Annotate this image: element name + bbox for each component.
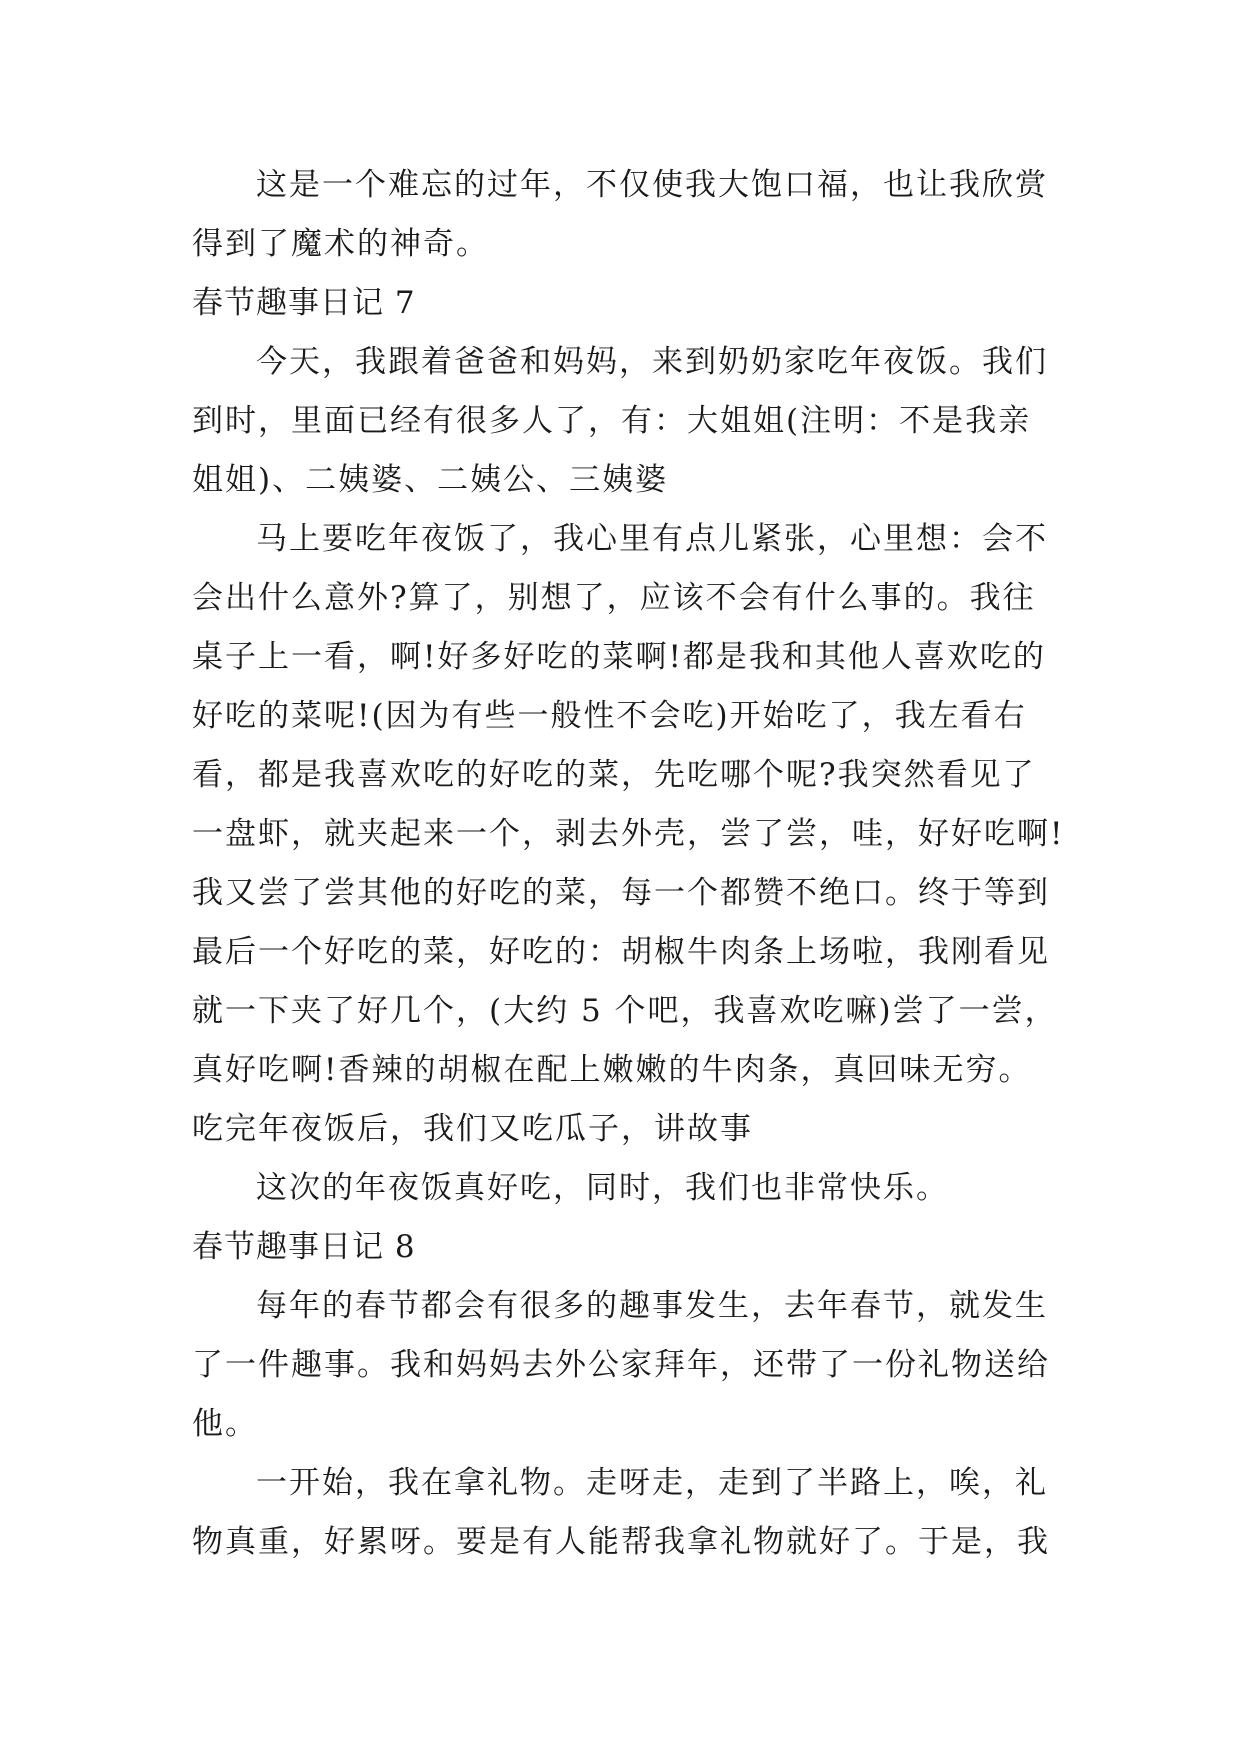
- text-line: 桌子上一看，啊!好多好吃的菜啊!都是我和其他人喜欢吃的: [192, 639, 1046, 675]
- section-heading: 春节趣事日记 8: [192, 1229, 416, 1265]
- text-line: 了一件趣事。我和妈妈去外公家拜年，还带了一份礼物送给: [192, 1347, 1050, 1383]
- text-line: 得到了魔术的神奇。: [192, 226, 489, 262]
- text-line: 吃完年夜饭后，我们又吃瓜子，讲故事: [192, 1111, 753, 1147]
- document-page: [192, 156, 1065, 1572]
- text-line: 一开始，我在拿礼物。走呀走，走到了半路上，唉，礼: [256, 1465, 1048, 1501]
- text-line: 好吃的菜呢!(因为有些一般性不会吃)开始吃了，我左看右: [192, 698, 1027, 734]
- text-line: 看，都是我喜欢吃的好吃的菜，先吃哪个呢?我突然看见了: [192, 757, 1036, 793]
- text-line: 这次的年夜饭真好吃，同时，我们也非常快乐。: [256, 1170, 949, 1206]
- text-line: 最后一个好吃的菜，好吃的：胡椒牛肉条上场啦，我刚看见: [192, 934, 1050, 970]
- section-heading: 春节趣事日记 7: [192, 285, 416, 321]
- text-line: 姐姐)、二姨婆、二姨公、三姨婆: [192, 462, 669, 498]
- text-line: 我又尝了尝其他的好吃的菜，每一个都赞不绝口。终于等到: [192, 875, 1050, 911]
- text-line: 会出什么意外?算了，别想了，应该不会有什么事的。我往: [192, 580, 1036, 616]
- text-line: 这是一个难忘的过年，不仅使我大饱口福，也让我欣赏: [256, 167, 1048, 203]
- text-line: 真好吃啊!香辣的胡椒在配上嫩嫩的牛肉条，真回味无穷。: [192, 1052, 1032, 1088]
- text-line: 到时，里面已经有很多人了，有：大姐姐(注明：不是我亲: [192, 403, 1032, 439]
- text-line: 就一下夹了好几个，(大约 5 个吧，我喜欢吃嘛)尝了一尝，: [192, 993, 1058, 1029]
- text-line: 马上要吃年夜饭了，我心里有点儿紧张，心里想：会不: [256, 521, 1048, 557]
- text-line: 一盘虾，就夹起来一个，剥去外壳，尝了尝，哇，好好吃啊!: [192, 816, 1065, 852]
- text-line: 每年的春节都会有很多的趣事发生，去年春节，就发生: [256, 1288, 1048, 1324]
- text-line: 他。: [192, 1406, 258, 1442]
- text-line: 今天，我跟着爸爸和妈妈，来到奶奶家吃年夜饭。我们: [256, 344, 1048, 380]
- text-line: 物真重，好累呀。要是有人能帮我拿礼物就好了。于是，我: [192, 1524, 1050, 1560]
